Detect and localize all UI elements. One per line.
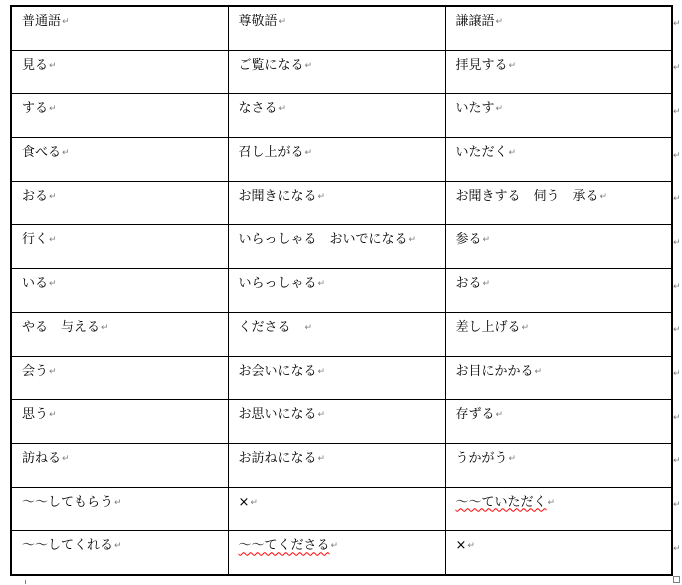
row-end-mark-icon: ↵ (673, 19, 681, 29)
paragraph-mark-icon: ↵ (317, 410, 326, 421)
table-cell[interactable] (228, 225, 445, 269)
cell-text: いる (22, 276, 49, 292)
cell-text: おる (22, 188, 49, 204)
cell-text: ～～してもらう (22, 494, 114, 510)
paragraph-mark-icon: ↵ (482, 235, 491, 246)
cell-text: いらっしゃる おいでになる (238, 232, 408, 248)
table-cell[interactable] (11, 400, 228, 444)
table-row (11, 443, 672, 487)
cell-text: × (455, 538, 467, 554)
cell-text: 会う (22, 363, 49, 379)
paragraph-mark-icon: ↵ (330, 541, 339, 552)
table-cell[interactable] (445, 531, 672, 575)
table-cell[interactable] (11, 487, 228, 531)
table-cell[interactable] (11, 50, 228, 94)
table-row (11, 312, 672, 356)
table-row (11, 94, 672, 138)
paragraph-mark-icon: ↵ (521, 322, 530, 333)
cell-text: やる 与える (22, 319, 101, 335)
table-cell[interactable] (445, 138, 672, 182)
cell-text: いらっしゃる (238, 276, 317, 292)
header-cell-humble[interactable] (445, 6, 672, 50)
table-row (11, 138, 672, 182)
row-end-mark-icon: ↵ (673, 237, 681, 248)
paragraph-mark-icon: ↵ (304, 60, 313, 71)
table-cell[interactable] (11, 181, 228, 225)
table-cell[interactable] (445, 400, 672, 444)
table-cell[interactable] (445, 181, 672, 225)
paragraph-mark-icon: ↵ (467, 541, 475, 552)
paragraph-mark-icon: ↵ (62, 148, 70, 159)
table-cell[interactable] (228, 94, 445, 138)
cell-text: いたす (455, 101, 495, 117)
cell-text: 拝見する (455, 57, 508, 73)
paragraph-mark-icon: ↵ (49, 104, 57, 115)
cell-text: いただく (455, 145, 508, 161)
table-row (11, 531, 672, 575)
paragraph-mark-icon: ↵ (62, 17, 70, 27)
cell-text: ご覧になる (238, 57, 304, 73)
paragraph-mark-icon: ↵ (508, 148, 517, 159)
table-row (11, 487, 672, 531)
table-cell[interactable] (228, 356, 445, 400)
row-end-mark-icon: ↵ (673, 500, 681, 511)
table-cell[interactable] (445, 50, 672, 94)
header-respectful: 尊敬語 (238, 14, 278, 29)
paragraph-mark-icon: ↵ (317, 191, 326, 202)
row-end-mark-icon: ↵ (673, 106, 681, 117)
paragraph-mark-icon: ↵ (114, 541, 122, 552)
table-cell[interactable] (11, 138, 228, 182)
honorific-table (10, 5, 673, 576)
table-cell[interactable] (445, 94, 672, 138)
margin-tick (25, 580, 26, 584)
cell-text: ～～してくれる (22, 538, 114, 554)
paragraph-mark-icon: ↵ (114, 497, 122, 508)
paragraph-mark-icon: ↵ (508, 60, 517, 71)
paragraph-mark-icon: ↵ (495, 410, 504, 421)
table-row (11, 50, 672, 94)
cell-text: お会いになる (238, 363, 317, 379)
header-cell-respectful[interactable] (228, 6, 445, 50)
paragraph-mark-icon: ↵ (250, 497, 258, 508)
table-cell[interactable] (228, 269, 445, 313)
cell-text: 食べる (22, 145, 62, 161)
paragraph-mark-icon: ↵ (534, 366, 543, 377)
cell-text: 差し上げる (455, 319, 521, 335)
table-cell[interactable] (445, 312, 672, 356)
table-cell[interactable] (445, 269, 672, 313)
cell-text: する (22, 101, 49, 117)
row-end-mark-icon: ↵ (673, 281, 681, 292)
paragraph-mark-icon: ↵ (317, 366, 326, 377)
table-cell[interactable] (11, 225, 228, 269)
paragraph-mark-icon: ↵ (547, 497, 556, 508)
row-end-mark-icon: ↵ (673, 369, 681, 379)
cell-text: × (238, 494, 250, 510)
cell-text-spellcheck: ～～てくださる (238, 538, 330, 554)
table-cell[interactable] (11, 269, 228, 313)
cell-text: 召し上がる (238, 145, 304, 161)
table-cell[interactable] (228, 531, 445, 575)
cell-text: うかがう (455, 450, 508, 466)
paragraph-mark-icon: ↵ (408, 235, 417, 246)
table-cell[interactable] (445, 487, 672, 531)
paragraph-mark-icon: ↵ (49, 235, 57, 246)
row-end-mark-icon: ↵ (673, 150, 681, 161)
cell-text: おる (455, 276, 482, 292)
paragraph-mark-icon: ↵ (317, 453, 326, 464)
paragraph-mark-icon: ↵ (49, 191, 57, 202)
row-end-mark-icon: ↵ (673, 194, 681, 205)
table-row (11, 400, 672, 444)
paragraph-mark-icon: ↵ (508, 453, 517, 464)
paragraph-mark-icon: ↵ (495, 104, 504, 115)
cell-text: 参る (455, 232, 482, 248)
cell-text-spellcheck: ～～ていただく (455, 494, 547, 510)
paragraph-mark-icon: ↵ (304, 322, 313, 333)
cell-text: 行く (22, 232, 49, 248)
table-cell[interactable] (228, 400, 445, 444)
row-end-mark-icon: ↵ (673, 456, 681, 467)
paragraph-mark-icon: ↵ (278, 104, 287, 115)
table-row (11, 225, 672, 269)
table-cell[interactable] (228, 138, 445, 182)
paragraph-mark-icon: ↵ (49, 366, 57, 377)
table-cell[interactable] (11, 531, 228, 575)
table-row (11, 269, 672, 313)
paragraph-mark-icon: ↵ (278, 17, 287, 27)
cell-text: お思いになる (238, 407, 317, 423)
table-row (11, 356, 672, 400)
paragraph-mark-icon: ↵ (482, 279, 491, 290)
table-cell[interactable] (445, 356, 672, 400)
paragraph-mark-icon: ↵ (101, 322, 109, 333)
row-end-mark-icon: ↵ (673, 325, 681, 336)
table-cell[interactable] (228, 312, 445, 356)
table-cell[interactable] (11, 443, 228, 487)
paragraph-mark-icon: ↵ (599, 191, 608, 202)
table-cell[interactable] (228, 487, 445, 531)
table-cell[interactable] (228, 181, 445, 225)
paragraph-mark-icon: ↵ (49, 279, 57, 290)
cell-text: お訪ねになる (238, 450, 317, 466)
table-row (11, 181, 672, 225)
header-cell-plain[interactable] (11, 6, 228, 50)
paragraph-mark-icon: ↵ (495, 17, 504, 27)
header-humble: 謙譲語 (455, 14, 495, 29)
cell-text: 訪ねる (22, 450, 62, 466)
header-plain: 普通語 (22, 14, 62, 29)
paragraph-mark-icon: ↵ (62, 453, 70, 464)
table-cell[interactable] (228, 443, 445, 487)
table-cell[interactable] (11, 94, 228, 138)
table-cell[interactable] (228, 50, 445, 94)
cell-text: 存ずる (455, 407, 495, 423)
paragraph-mark-icon: ↵ (317, 279, 326, 290)
cell-text: お聞きになる (238, 188, 317, 204)
row-end-mark-icon: ↵ (673, 63, 681, 74)
cell-text: お聞きする 伺う 承る (455, 188, 599, 204)
cell-text: くださる (238, 319, 304, 335)
cell-text: 思う (22, 407, 49, 423)
row-end-mark-icon: ↵ (673, 543, 681, 554)
table-cell[interactable] (11, 312, 228, 356)
table-resize-handle[interactable] (673, 576, 680, 583)
cell-text: 見る (22, 57, 49, 73)
paragraph-mark-icon: ↵ (304, 148, 313, 159)
table-cell[interactable] (445, 443, 672, 487)
paragraph-mark-icon: ↵ (49, 410, 57, 421)
cell-text: なさる (238, 101, 278, 117)
cell-text: お目にかかる (455, 363, 534, 379)
row-end-mark-icon: ↵ (673, 412, 681, 423)
paragraph-mark-icon: ↵ (49, 60, 57, 71)
table-cell[interactable] (11, 356, 228, 400)
table-header-row (11, 6, 672, 50)
table-cell[interactable] (445, 225, 672, 269)
